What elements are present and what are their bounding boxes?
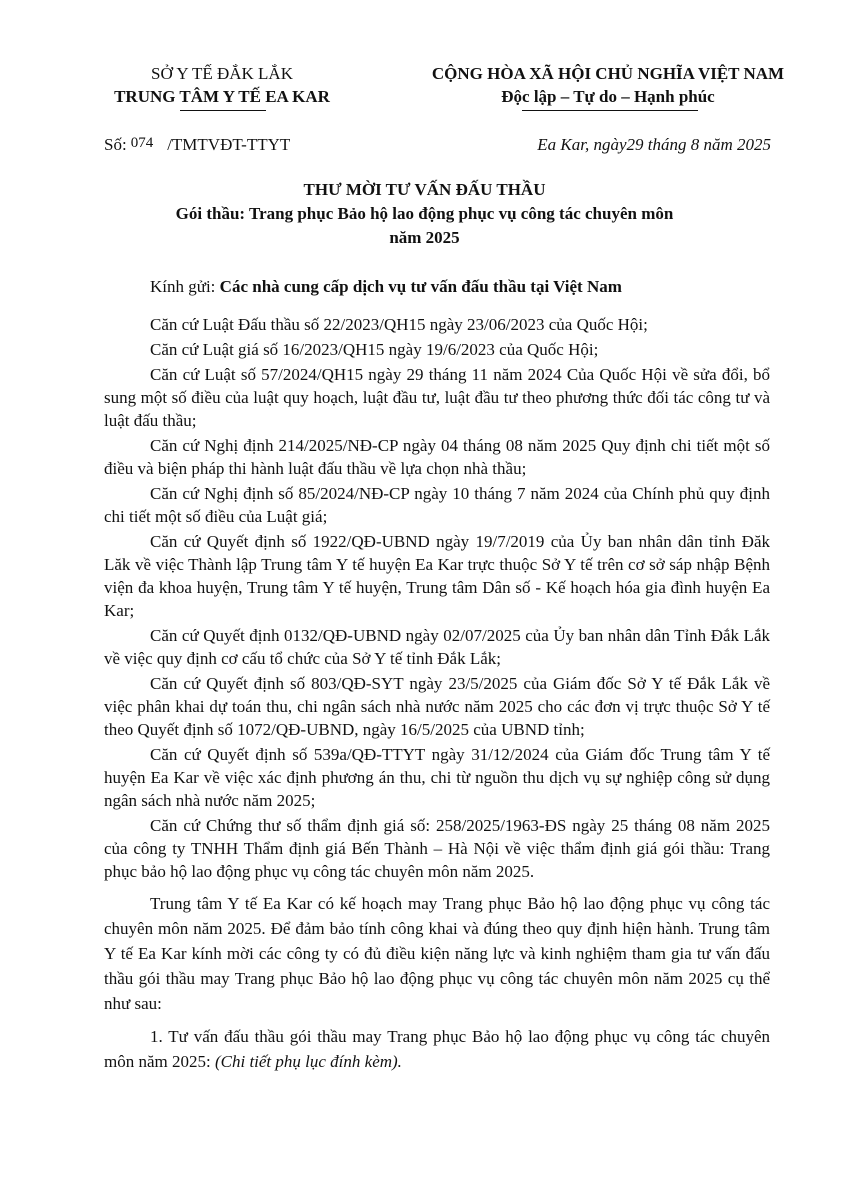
recipient	[150, 277, 622, 297]
title-line-2: Gói thầu: Trang phục Bảo hộ lao động phục vụ công tác chuyên môn	[175, 204, 674, 223]
agency-underline	[180, 110, 266, 111]
legal-basis-10: Căn cứ Chứng thư số thẩm định giá số: 258/2025/1963-ĐS ngày 25 tháng 08 năm 2025 của công ty TNHH Thẩm định giá Bến Thành – Hà Nội về việc thẩm định giá gói thầu: Trang phục bảo hộ lao động phục vụ công tác chuyên môn năm 2025.	[104, 816, 770, 881]
motto-underline	[522, 110, 698, 111]
agency-name: TRUNG TÂM Y TẾ EA KAR	[114, 87, 330, 106]
title-line-3: năm 2025	[389, 228, 460, 247]
legal-basis-2: Căn cứ Luật giá số 16/2023/QH15 ngày 19/6/2023 của Quốc Hội;	[150, 340, 599, 359]
legal-basis-3: Căn cứ Luật số 57/2024/QH15 ngày 29 tháng 11 năm 2024 Của Quốc Hội về sửa đổi, bổ sung một số điều của luật quy hoạch, luật đầu tư, luật đầu tư theo phương thức đối tác công tư và luật đấu thầu;	[104, 365, 770, 430]
national-motto: Độc lập – Tự do – Hạnh phúc	[501, 87, 715, 106]
national-title: CỘNG HÒA XÃ HỘI CHỦ NGHĨA VIỆT NAM	[431, 64, 785, 83]
parent-agency-name: SỞ Y TẾ ĐẮK LẮK	[151, 64, 293, 83]
number-prefix: Số:	[104, 135, 127, 154]
legal-basis-8: Căn cứ Quyết định số 803/QĐ-SYT ngày 23/5/2025 của Giám đốc Sở Y tế Đắk Lắk về việc phân khai dự toán thu, chi ngân sách nhà nước năm 2025 cho các đơn vị trực thuộc Sở Y tế theo Quyết định số 1072/QĐ-UBND, ngày 16/5/2025 của UBND tỉnh;	[104, 674, 770, 739]
document-body	[104, 313, 770, 1076]
number-value: 074	[130, 135, 154, 151]
legal-basis-4: Căn cứ Nghị định 214/2025/NĐ-CP ngày 04 tháng 08 năm 2025 Quy định chi tiết một số điều và biện pháp thi hành luật đấu thầu về lựa chọn nhà thầu;	[104, 436, 770, 478]
national-header	[378, 62, 838, 108]
legal-basis-6: Căn cứ Quyết định số 1922/QĐ-UBND ngày 19/7/2019 của Ủy ban nhân dân tỉnh Đăk Lăk về việc Thành lập Trung tâm Y tế huyện Ea Kar trực thuộc Sở Y tế trên cơ sở sáp nhập Bệnh viện đa khoa huyện, Trung tâm Y tế huyện, Trung tâm Dân số - Kế hoạch hóa gia đình huyện Ea Kar;	[104, 532, 770, 620]
legal-basis-7: Căn cứ Quyết định 0132/QĐ-UBND ngày 02/07/2025 của Ủy ban nhân dân Tỉnh Đắk Lắk về việc quy định cơ cấu tổ chức của Sở Y tế tỉnh Đắk Lắk;	[104, 626, 770, 668]
document-number	[104, 135, 290, 155]
number-suffix: /TMTVĐT-TTYT	[167, 135, 291, 154]
item-1-note: (Chi tiết phụ lục đính kèm).	[214, 1052, 402, 1071]
document-date: Ea Kar, ngày29 tháng 8 năm 2025	[537, 135, 771, 154]
legal-basis-9: Căn cứ Quyết định số 539a/QĐ-TTYT ngày 31/12/2024 của Giám đốc Trung tâm Y tế huyện Ea Kar về việc xác định phương án thu, chi từ nguồn thu dịch vụ sự nghiệp công sử dụng ngân sách nhà nước năm 2025;	[104, 745, 770, 810]
item-1	[104, 1024, 770, 1074]
legal-basis-5: Căn cứ Nghị định số 85/2024/NĐ-CP ngày 10 tháng 7 năm 2024 của Chính phủ quy định chi tiết một số điều của Luật giá;	[104, 484, 770, 526]
document-title	[0, 178, 849, 250]
recipient-label: Kính gửi:	[150, 277, 216, 296]
intro-paragraph: Trung tâm Y tế Ea Kar có kế hoạch may Trang phục Bảo hộ lao động phục vụ công tác chuyên môn năm 2025. Để đảm bảo tính công khai và đúng theo quy định hiện hành. Trung tâm Y tế Ea Kar kính mời các công ty có đủ điều kiện năng lực và kinh nghiệm tham gia tư vấn đấu thầu gói thầu may Trang phục Bảo hộ lao động phục vụ công tác chuyên môn năm 2025 cụ thể như sau:	[104, 894, 770, 1013]
item-1-text: 1. Tư vấn đấu thầu gói thầu may Trang phục Bảo hộ lao động phục vụ công tác chuyên môn năm 2025:	[104, 1027, 770, 1071]
legal-basis-1: Căn cứ Luật Đấu thầu số 22/2023/QH15 ngày 23/06/2023 của Quốc Hội;	[150, 315, 648, 334]
title-line-1: THƯ MỜI TƯ VẤN ĐẤU THẦU	[303, 180, 546, 199]
recipient-name: Các nhà cung cấp dịch vụ tư vấn đấu thầu tại Việt Nam	[219, 277, 622, 296]
issuing-agency	[72, 62, 372, 108]
